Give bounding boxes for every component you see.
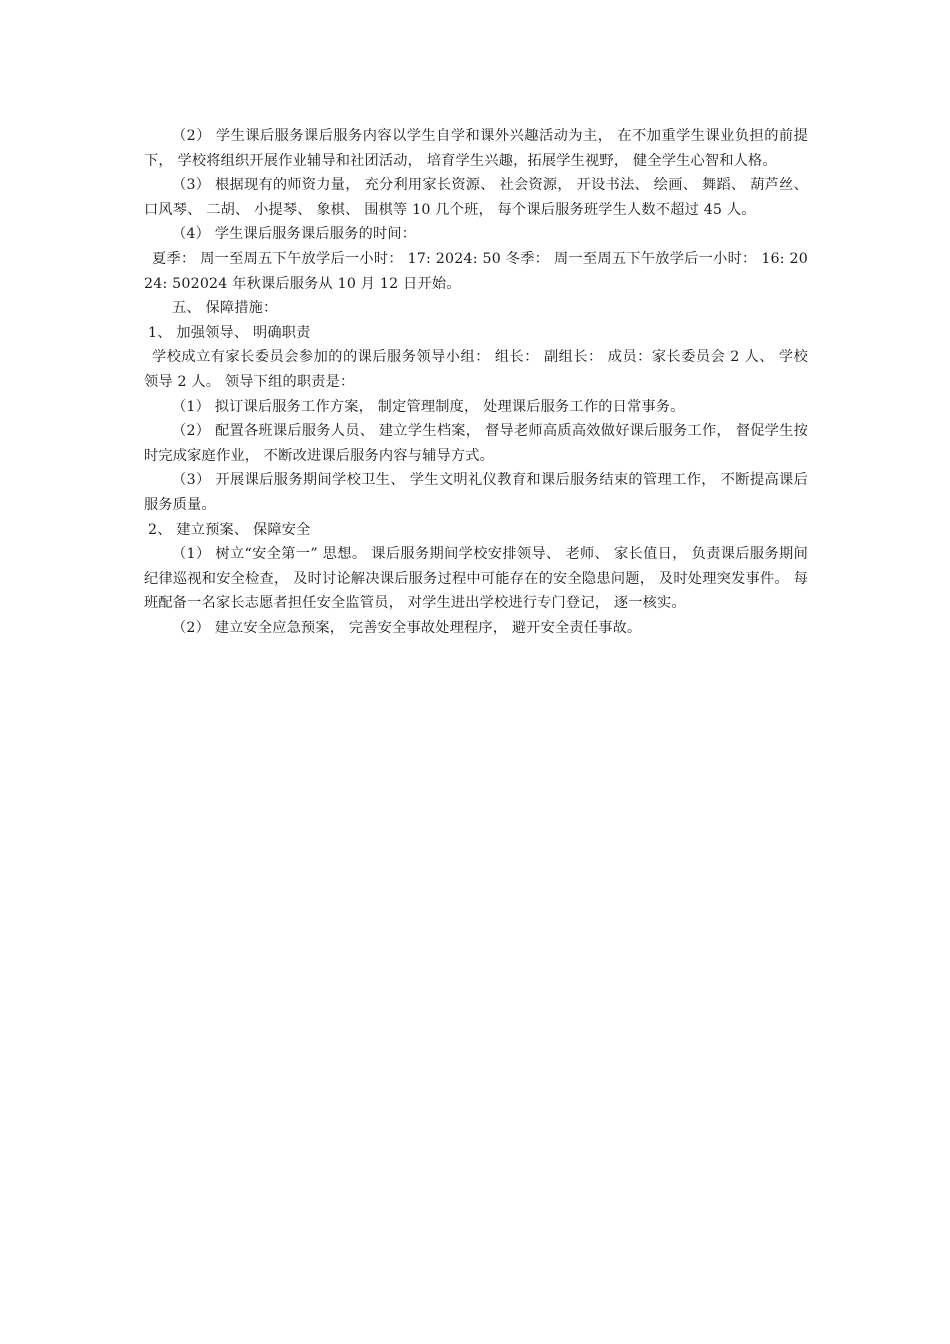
subheading-leadership: 1、 加强领导、 明确职责 [148, 324, 311, 341]
paragraph-leadership-group: 学校成立有家长委员会参加的的课后服务领导小组： 组长： 副组长： 成员：家长委员会 2 人、 学校领导 2 人。 领导下组的职责是： [144, 349, 808, 390]
paragraph-after-school-content: （2） 学生课后服务课后服务内容以学生自学和课外兴趣活动为主， 在不加重学生课业负担的前提下， 学校将组织开展作业辅导和社团活动， 培育学生兴趣，拓展学生视野， 健全学生心智和人格。 [144, 128, 808, 169]
paragraph-duty-2: （2） 配置各班课后服务人员、 建立学生档案， 督导老师高质高效做好课后服务工作， 督促学生按时完成家庭作业， 不断改进课后服务内容与辅导方式。 [144, 423, 808, 464]
document-body [144, 124, 808, 640]
paragraph-safety-1: （1） 树立“安全第一” 思想。 课后服务期间学校安排领导、 老师、 家长值日， 负责课后服务期间纪律巡视和安全检查， 及时讨论解决课后服务过程中可能存在的安全隐患问题， 及时处理突发事件。 每班配备一名家长志愿者担任安全监管员， 对学生进出学校进行专门登记， 逐一核实。 [144, 546, 808, 612]
paragraph-service-time-heading: （4） 学生课后服务课后服务的时间： [172, 226, 417, 243]
paragraph-duty-3: （3） 开展课后服务期间学校卫生、 学生文明礼仪教育和课后服务结束的管理工作， 不断提高课后服务质量。 [144, 472, 808, 513]
subheading-safety-plan: 2、 建立预案、 保障安全 [148, 521, 311, 538]
paragraph-interest-classes: （3） 根据现有的师资力量， 充分利用家长资源、 社会资源， 开设书法、 绘画、 舞蹈、 葫芦丝、 口风琴、 二胡、 小提琴、 象棋、 围棋等 10 几个班， 每个课后服务班学生人数不超过 45 人。 [144, 177, 808, 218]
paragraph-duty-1: （1） 拟订课后服务工作方案， 制定管理制度， 处理课后服务工作的日常事务。 [172, 398, 685, 415]
paragraph-safety-2: （2） 建立安全应急预案， 完善安全事故处理程序， 避开安全责任事故。 [172, 619, 642, 636]
paragraph-service-schedule: 夏季： 周一至周五下午放学后一小时： 17: 2024: 50 冬季： 周一至周五下午放学后一小时： 16: 2024: 502024 年秋课后服务从 10 月 12 日开始。 [144, 250, 808, 292]
section-heading-safeguards: 五、 保障措施： [172, 300, 278, 317]
